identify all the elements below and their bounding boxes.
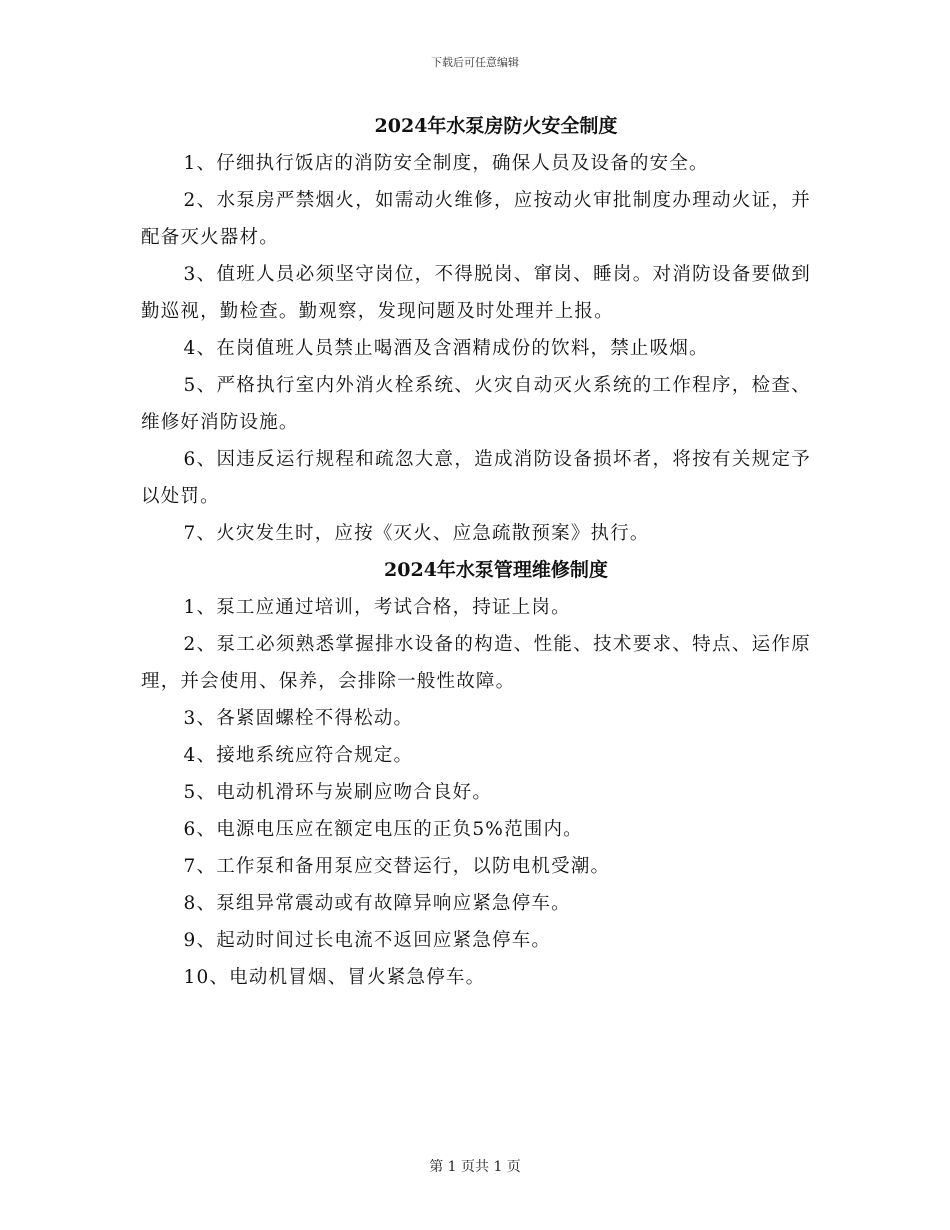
rule-item: 7、工作泵和备用泵应交替运行，以防电机受潮。 — [183, 856, 611, 877]
page-footer: 第 1 页共 1 页 — [429, 1159, 521, 1175]
rule-item: 6、因违反运行规程和疏忽大意，造成消防设备损坏者，将按有关规定予以处罚。 — [141, 449, 811, 507]
rule-item: 4、接地系统应符合规定。 — [183, 745, 414, 766]
rule-item: 9、起动时间过长电流不返回应紧急停车。 — [183, 930, 552, 951]
rule-item: 6、电源电压应在额定电压的正负5%范围内。 — [183, 819, 583, 840]
rule-item: 3、各紧固螺栓不得松动。 — [183, 708, 414, 729]
rule-item: 8、泵组异常震动或有故障异响应紧急停车。 — [183, 893, 571, 914]
rule-item: 5、电动机滑环与炭刷应吻合良好。 — [183, 782, 493, 803]
page-header: 下载后可任意编辑 — [431, 56, 519, 69]
section-title-fire-safety: 2024年水泵房防火安全制度 — [374, 115, 618, 137]
rule-item: 4、在岗值班人员禁止喝酒及含酒精成份的饮料，禁止吸烟。 — [183, 338, 709, 359]
rule-item: 3、值班人员必须坚守岗位，不得脱岗、窜岗、睡岗。对消防设备要做到勤巡视，勤检查。勤观察，发现问题及时处理并上报。 — [141, 264, 811, 322]
rule-item: 2、泵工必须熟悉掌握排水设备的构造、性能、技术要求、特点、运作原理，并会使用、保养，会排除一般性故障。 — [141, 634, 811, 692]
rule-item: 2、水泵房严禁烟火，如需动火维修，应按动火审批制度办理动火证，并配备灭火器材。 — [141, 190, 811, 248]
document-body — [141, 108, 811, 996]
rule-item: 10、电动机冒烟、冒火紧急停车。 — [183, 967, 486, 988]
rule-item: 7、火灾发生时，应按《灭火、应急疏散预案》执行。 — [183, 523, 650, 544]
section-title-pump-maintenance: 2024年水泵管理维修制度 — [384, 559, 608, 581]
rule-item: 5、严格执行室内外消火栓系统、火灾自动灭火系统的工作程序，检查、维修好消防设施。 — [141, 375, 811, 433]
rule-item: 1、仔细执行饭店的消防安全制度，确保人员及设备的安全。 — [183, 153, 709, 174]
rule-item: 1、泵工应通过培训，考试合格，持证上岗。 — [183, 597, 571, 618]
